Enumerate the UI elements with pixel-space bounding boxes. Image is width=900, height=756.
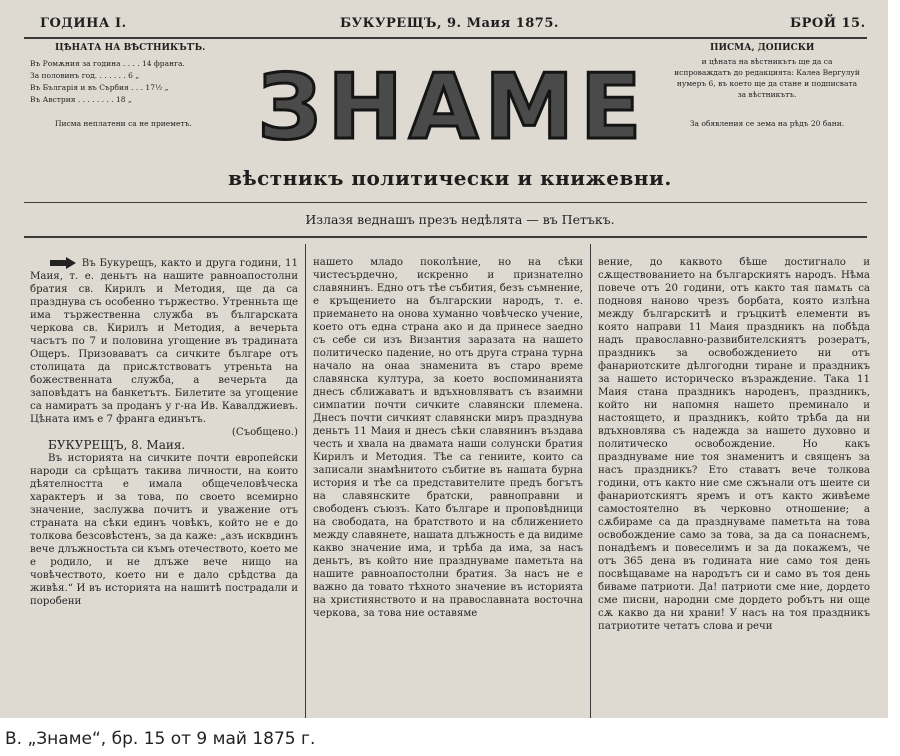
article-continued: нашето младо поколѣние, но на сѣки чистесърдечно, искренно и признателно славянинъ. Едно отъ тѣе събития, безъ съмнение, е кръщението на българскии народъ, т. е. приемането на онова хуманно човѣческо учение, което отъ една страна ако и да принесе заедно съ себе си изъ Византия заразата на нашето политическо падение, но отъ друга страна турна начало на онаа знаменита въ старо време славянска култура, за което воспоминанията днесъ сближаватъ и вдъхновляватъ съ взаимни симпатии почти сичките славянски племена. Днесъ почти сичкият славянски миръ празднува деньтъ 11 Мaия и днесъ сѣки славянинъ въздава честь и хвала на двамата наши солунски братия Кирилъ и Методия. Тѣе са гениите, които са записали знамѣнитото събитие въ нашата бурна история и тѣе са представителите предъ богътъ на славянските братски, равноправни и свободенъ съюзъ. Като българе и проповѣдници на свободата, на братството и на сближението между славянете, нашата длъжность е да видиме какво значение има, и трѣба да има, за насъ деньтъ, въ който ние празднуваме паметьта на нашите равноапостолни братия. За насъ не е важно да товато тѣхното значение въ историята на християнството и на православната восточна черкова, за това ние оставяме xyxy=(313,257,583,619)
photo-caption: В. „Знаме“, бр. 15 от 9 май 1875 г. xyxy=(5,729,316,749)
announcement-text: Въ Букурещъ, както и другa години, 11 Мaия, т. е. деньтъ на нашите равноапостолни братия св. Кирилъ и Методия, ще да са празднува съ особенно тържество. Утренньта ще има тържественна служба въ българската черкова св. Кирилъ и Методия, а вечерьта часътъ по 7 и половина угощение въ трaдината Ощеръ. Призоваватъ са сичките българе отъ столицата да присѫтствоватъ утреньта на божественната служба, а вечерьта да заповѣдатъ на банкетътъ. Билетите за угощение са намиратъ за проданъ у г-на Ив. Кавалджиевъ. Цѣната имъ е 7 франга единътъ. xyxy=(30,258,298,425)
column-divider xyxy=(590,244,591,718)
price-row: За половинъ год. . . . . . . 6 „ xyxy=(30,71,140,80)
masthead-rule xyxy=(24,202,867,203)
pointing-hand-icon xyxy=(48,256,78,270)
dateline: БУКУРЕЩЪ, 8. Мaия. xyxy=(48,438,186,452)
issue-date: БУКУРЕЩЪ, 9. Мaия 1875. xyxy=(340,16,559,31)
masthead-subtitle: вѣстникъ политически и книжевни. xyxy=(228,166,672,190)
prices-title: ЦѢНАТА НА ВѢСТНИКЪТЪ. xyxy=(55,43,206,53)
price-row: Въ Австрия . . . . . . . . 18 „ xyxy=(30,95,132,104)
frequency-line: Излазя веднашъ презъ недѣлята — въ Петъкъ. xyxy=(305,212,615,227)
column-2 xyxy=(313,256,583,718)
price-row: Въ Ромѫния за година . . . . 14 франга. xyxy=(30,59,185,68)
announcement-signed: (Съобщено.) xyxy=(231,427,298,438)
issue-number: БРОЙ 15. xyxy=(790,16,866,31)
columns-top-rule xyxy=(24,236,867,238)
letters-text: и цѣната на вѣстникътъ ще да са испроваждатъ до редакцията: Калеа Вергулуй нумеръ 6, въ което ще да стане и подписвата за вѣстникътъ. xyxy=(674,57,860,99)
column-divider xyxy=(305,244,306,718)
letters-title: ПИСМА, ДОПИСКИ xyxy=(710,43,815,53)
column-3 xyxy=(598,256,870,718)
masthead-title: ЗНАМЕ xyxy=(257,55,648,160)
article-continued: вение, до каквото бѣше достигнало и сѫществованието на българскиятъ народъ. Нѣма повече отъ 20 години, отъ както тая памѧть са подновя наново чрезъ борбата, която излѣна между българскитѣ и гръцкитѣ елементи въ която направи 11 Мaия праздникъ на побѣда надъ православно-развибителскиятъ розератъ, праздникъ за освобождението ни отъ фанариотските дѣлгогодни тиране и праздникъ за нашето историческо възраждение. Така 11 Мaия стана праздникъ народенъ, праздникъ, който ни напомня нашето преминало и настоящето, и праздникъ, който трѣба да ни вдъхновлява съ надежда за нашето духовно и политическо освобождение. Но какъ празднуваме ние тоя знаменитъ и священъ за насъ праздникъ? Ето ставатъ вече толкова години, отъ както ние сме сжънали отъ шеите си фанариотскиятъ яремъ и отъ както живѣеме самостоятелно въ черковно отношение; а сѫбираме са да празднуваме паметьта на това освобождение само за това, за да са понаснемъ, понадѣемъ и повеселимъ и за да покажемъ, че отъ 365 дена въ годината ние само тоя день посвѣщаваме на народътъ си и само въ тоя день биваме патриоти. Да! патриоти сме ние, дордето сме писни, народни сме дордето робътъ ни още сѫ какво да ни храни! У насъ на тоя праздникъ патриотите четатъ словa и речи xyxy=(598,257,870,632)
ads-note: За обявления се зема на рѣдъ 20 бани. xyxy=(689,119,845,128)
year-label: ГОДИНА I. xyxy=(40,16,127,31)
prices-note: Писма нeплатени са не приeмeтъ. xyxy=(55,119,192,128)
lead-article: Въ историята на сичките почти европейски народи са срѣщатъ такива личности, на които дѣятелността е имала общечеловѣческа характеръ и за това, по своето всемирно значение, заслужва почитъ и уважение отъ страната на сѣки единъ човѣкъ, който не е до толкова безсовѣстенъ, за да каже: „азъ исквдинъ вече длъжностьта си къмъ отечеството, което ме е родило, и не длъже вече нищо на човѣчеството, което ни е дало срѣдства да живѣя.“ И въ историята на нашитѣ пострадали и поробени xyxy=(30,453,298,607)
header-rule xyxy=(24,37,867,39)
price-row: Въ Българія и въ Сърбия . . . 17½ „ xyxy=(30,83,169,92)
column-1 xyxy=(30,256,298,718)
